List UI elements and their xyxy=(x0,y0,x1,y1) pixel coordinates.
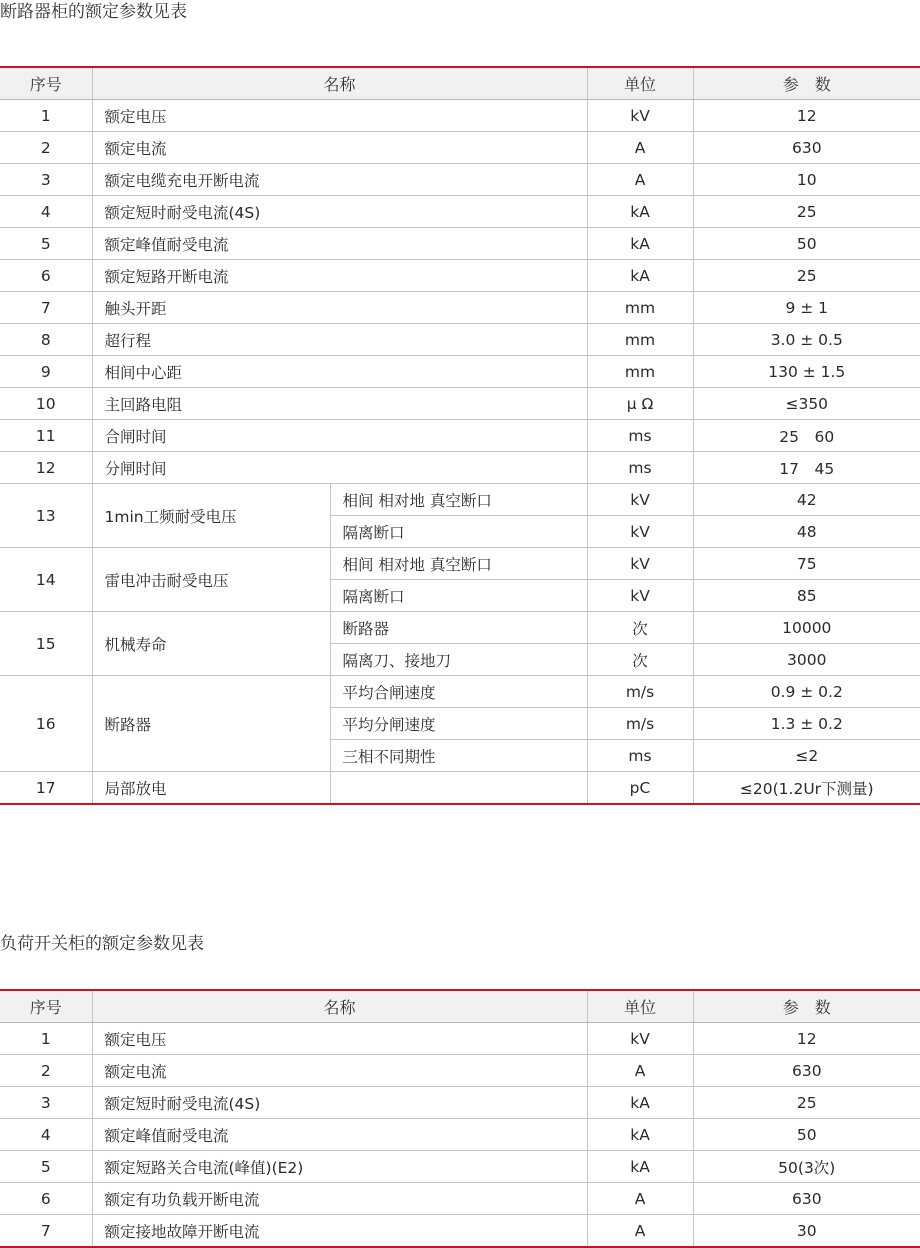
header-param: 参 数 xyxy=(693,990,920,1023)
table-row xyxy=(0,100,920,132)
row-no: 8 xyxy=(0,324,92,356)
row-value: 1.3 ± 0.2 xyxy=(693,708,920,740)
table-row xyxy=(0,324,920,356)
table-row xyxy=(0,1087,920,1119)
row-unit: mm xyxy=(587,324,693,356)
row-name: 额定电流 xyxy=(92,1055,587,1087)
row-unit: ms xyxy=(587,740,693,772)
breaker-params-table xyxy=(0,66,920,805)
header-no: 序号 xyxy=(0,67,92,100)
row-unit: ms xyxy=(587,420,693,452)
row-unit: kA xyxy=(587,228,693,260)
row-unit: 次 xyxy=(587,612,693,644)
row-unit: ms xyxy=(587,452,693,484)
row-no: 7 xyxy=(0,1215,92,1248)
row-name: 额定峰值耐受电流 xyxy=(92,228,587,260)
row-unit: kV xyxy=(587,100,693,132)
row-unit: m/s xyxy=(587,676,693,708)
row-value: 12 xyxy=(693,1023,920,1055)
row-no: 5 xyxy=(0,228,92,260)
header-name: 名称 xyxy=(92,990,587,1023)
row-name: 额定接地故障开断电流 xyxy=(92,1215,587,1248)
row-unit: A xyxy=(587,1215,693,1248)
row-name: 局部放电 xyxy=(92,772,330,805)
row-value: 130 ± 1.5 xyxy=(693,356,920,388)
row-unit: m/s xyxy=(587,708,693,740)
table-row xyxy=(0,484,920,516)
row-name: 额定有功负载开断电流 xyxy=(92,1183,587,1215)
row-name: 主回路电阻 xyxy=(92,388,587,420)
row-name: 触头开距 xyxy=(92,292,587,324)
row-value: 10 xyxy=(693,164,920,196)
row-unit: mm xyxy=(587,292,693,324)
row-no: 2 xyxy=(0,132,92,164)
row-name: 超行程 xyxy=(92,324,587,356)
table-row xyxy=(0,1215,920,1248)
row-value: 3.0 ± 0.5 xyxy=(693,324,920,356)
row-value: ≤350 xyxy=(693,388,920,420)
row-value: 85 xyxy=(693,580,920,612)
table-row xyxy=(0,1023,920,1055)
row-value: 630 xyxy=(693,132,920,164)
row-value: 0.9 ± 0.2 xyxy=(693,676,920,708)
table-row xyxy=(0,452,920,484)
row-no: 10 xyxy=(0,388,92,420)
table-header-row xyxy=(0,67,920,100)
row-name: 额定短时耐受电流(4S) xyxy=(92,1087,587,1119)
row-sub-item: 隔离断口 xyxy=(330,516,587,548)
table-row xyxy=(0,356,920,388)
row-value: 25 xyxy=(693,260,920,292)
row-value: ≤2 xyxy=(693,740,920,772)
row-no: 5 xyxy=(0,1151,92,1183)
header-name: 名称 xyxy=(92,67,587,100)
row-value: 10000 xyxy=(693,612,920,644)
row-no: 6 xyxy=(0,260,92,292)
row-unit: A xyxy=(587,1183,693,1215)
row-sub-item: 平均分闸速度 xyxy=(330,708,587,740)
row-no: 16 xyxy=(0,676,92,772)
table-row xyxy=(0,612,920,644)
row-unit: mm xyxy=(587,356,693,388)
section-title-breaker: 断路器柜的额定参数见表 xyxy=(0,2,187,22)
row-no: 3 xyxy=(0,1087,92,1119)
row-name: 分闸时间 xyxy=(92,452,587,484)
header-unit: 单位 xyxy=(587,67,693,100)
row-no: 4 xyxy=(0,1119,92,1151)
table-row xyxy=(0,1151,920,1183)
row-sub-item: 三相不同期性 xyxy=(330,740,587,772)
row-value: 50 xyxy=(693,1119,920,1151)
row-name: 机械寿命 xyxy=(92,612,330,676)
row-unit: 次 xyxy=(587,644,693,676)
table-row xyxy=(0,260,920,292)
row-value: 3000 xyxy=(693,644,920,676)
row-name: 额定电流 xyxy=(92,132,587,164)
row-name: 相间中心距 xyxy=(92,356,587,388)
row-name: 额定峰值耐受电流 xyxy=(92,1119,587,1151)
row-value: 48 xyxy=(693,516,920,548)
row-no: 2 xyxy=(0,1055,92,1087)
row-no: 6 xyxy=(0,1183,92,1215)
row-unit: kV xyxy=(587,484,693,516)
table-row xyxy=(0,164,920,196)
row-name: 额定短路开断电流 xyxy=(92,260,587,292)
row-value: ≤20(1.2Ur下测量) xyxy=(693,772,920,805)
row-value: 25 60 xyxy=(693,420,920,452)
row-name: 额定短路关合电流(峰值)(E2) xyxy=(92,1151,587,1183)
row-no: 1 xyxy=(0,100,92,132)
row-name: 1min工频耐受电压 xyxy=(92,484,330,548)
table-row xyxy=(0,196,920,228)
row-no: 3 xyxy=(0,164,92,196)
row-unit: pC xyxy=(587,772,693,805)
table-row xyxy=(0,1119,920,1151)
header-no: 序号 xyxy=(0,990,92,1023)
table-row xyxy=(0,388,920,420)
load-switch-params-table xyxy=(0,989,920,1248)
table-row xyxy=(0,1183,920,1215)
row-name: 额定电缆充电开断电流 xyxy=(92,164,587,196)
row-sub-item xyxy=(330,772,587,805)
table-row xyxy=(0,676,920,708)
row-no: 13 xyxy=(0,484,92,548)
row-no: 12 xyxy=(0,452,92,484)
row-name: 额定电压 xyxy=(92,100,587,132)
table-row xyxy=(0,772,920,805)
row-sub-item: 相间 相对地 真空断口 xyxy=(330,484,587,516)
row-unit: A xyxy=(587,164,693,196)
row-name: 断路器 xyxy=(92,676,330,772)
row-value: 30 xyxy=(693,1215,920,1248)
row-unit: kV xyxy=(587,548,693,580)
row-sub-item: 隔离刀、接地刀 xyxy=(330,644,587,676)
row-name: 雷电冲击耐受电压 xyxy=(92,548,330,612)
section-title-load-switch: 负荷开关柜的额定参数见表 xyxy=(0,934,204,954)
row-sub-item: 平均合闸速度 xyxy=(330,676,587,708)
header-param: 参 数 xyxy=(693,67,920,100)
row-no: 11 xyxy=(0,420,92,452)
table-header-row xyxy=(0,990,920,1023)
row-unit: kA xyxy=(587,1087,693,1119)
row-value: 9 ± 1 xyxy=(693,292,920,324)
row-name: 额定短时耐受电流(4S) xyxy=(92,196,587,228)
row-unit: kV xyxy=(587,1023,693,1055)
row-value: 42 xyxy=(693,484,920,516)
row-unit: A xyxy=(587,132,693,164)
row-unit: kA xyxy=(587,1119,693,1151)
row-unit: μ Ω xyxy=(587,388,693,420)
table-row xyxy=(0,1055,920,1087)
table-row xyxy=(0,132,920,164)
row-unit: kV xyxy=(587,516,693,548)
row-no: 1 xyxy=(0,1023,92,1055)
table-row xyxy=(0,420,920,452)
row-no: 17 xyxy=(0,772,92,805)
row-sub-item: 断路器 xyxy=(330,612,587,644)
row-sub-item: 相间 相对地 真空断口 xyxy=(330,548,587,580)
row-no: 7 xyxy=(0,292,92,324)
row-name: 合闸时间 xyxy=(92,420,587,452)
row-unit: A xyxy=(587,1055,693,1087)
table-row xyxy=(0,292,920,324)
row-no: 4 xyxy=(0,196,92,228)
row-unit: kV xyxy=(587,580,693,612)
row-value: 17 45 xyxy=(693,452,920,484)
row-value: 630 xyxy=(693,1183,920,1215)
row-no: 9 xyxy=(0,356,92,388)
row-no: 14 xyxy=(0,548,92,612)
row-name: 额定电压 xyxy=(92,1023,587,1055)
row-unit: kA xyxy=(587,260,693,292)
table-row xyxy=(0,228,920,260)
row-value: 25 xyxy=(693,1087,920,1119)
row-value: 50 xyxy=(693,228,920,260)
row-value: 75 xyxy=(693,548,920,580)
row-no: 15 xyxy=(0,612,92,676)
row-sub-item: 隔离断口 xyxy=(330,580,587,612)
row-value: 12 xyxy=(693,100,920,132)
row-value: 25 xyxy=(693,196,920,228)
table-row xyxy=(0,548,920,580)
row-unit: kA xyxy=(587,196,693,228)
row-value: 50(3次) xyxy=(693,1151,920,1183)
row-value: 630 xyxy=(693,1055,920,1087)
header-unit: 单位 xyxy=(587,990,693,1023)
row-unit: kA xyxy=(587,1151,693,1183)
